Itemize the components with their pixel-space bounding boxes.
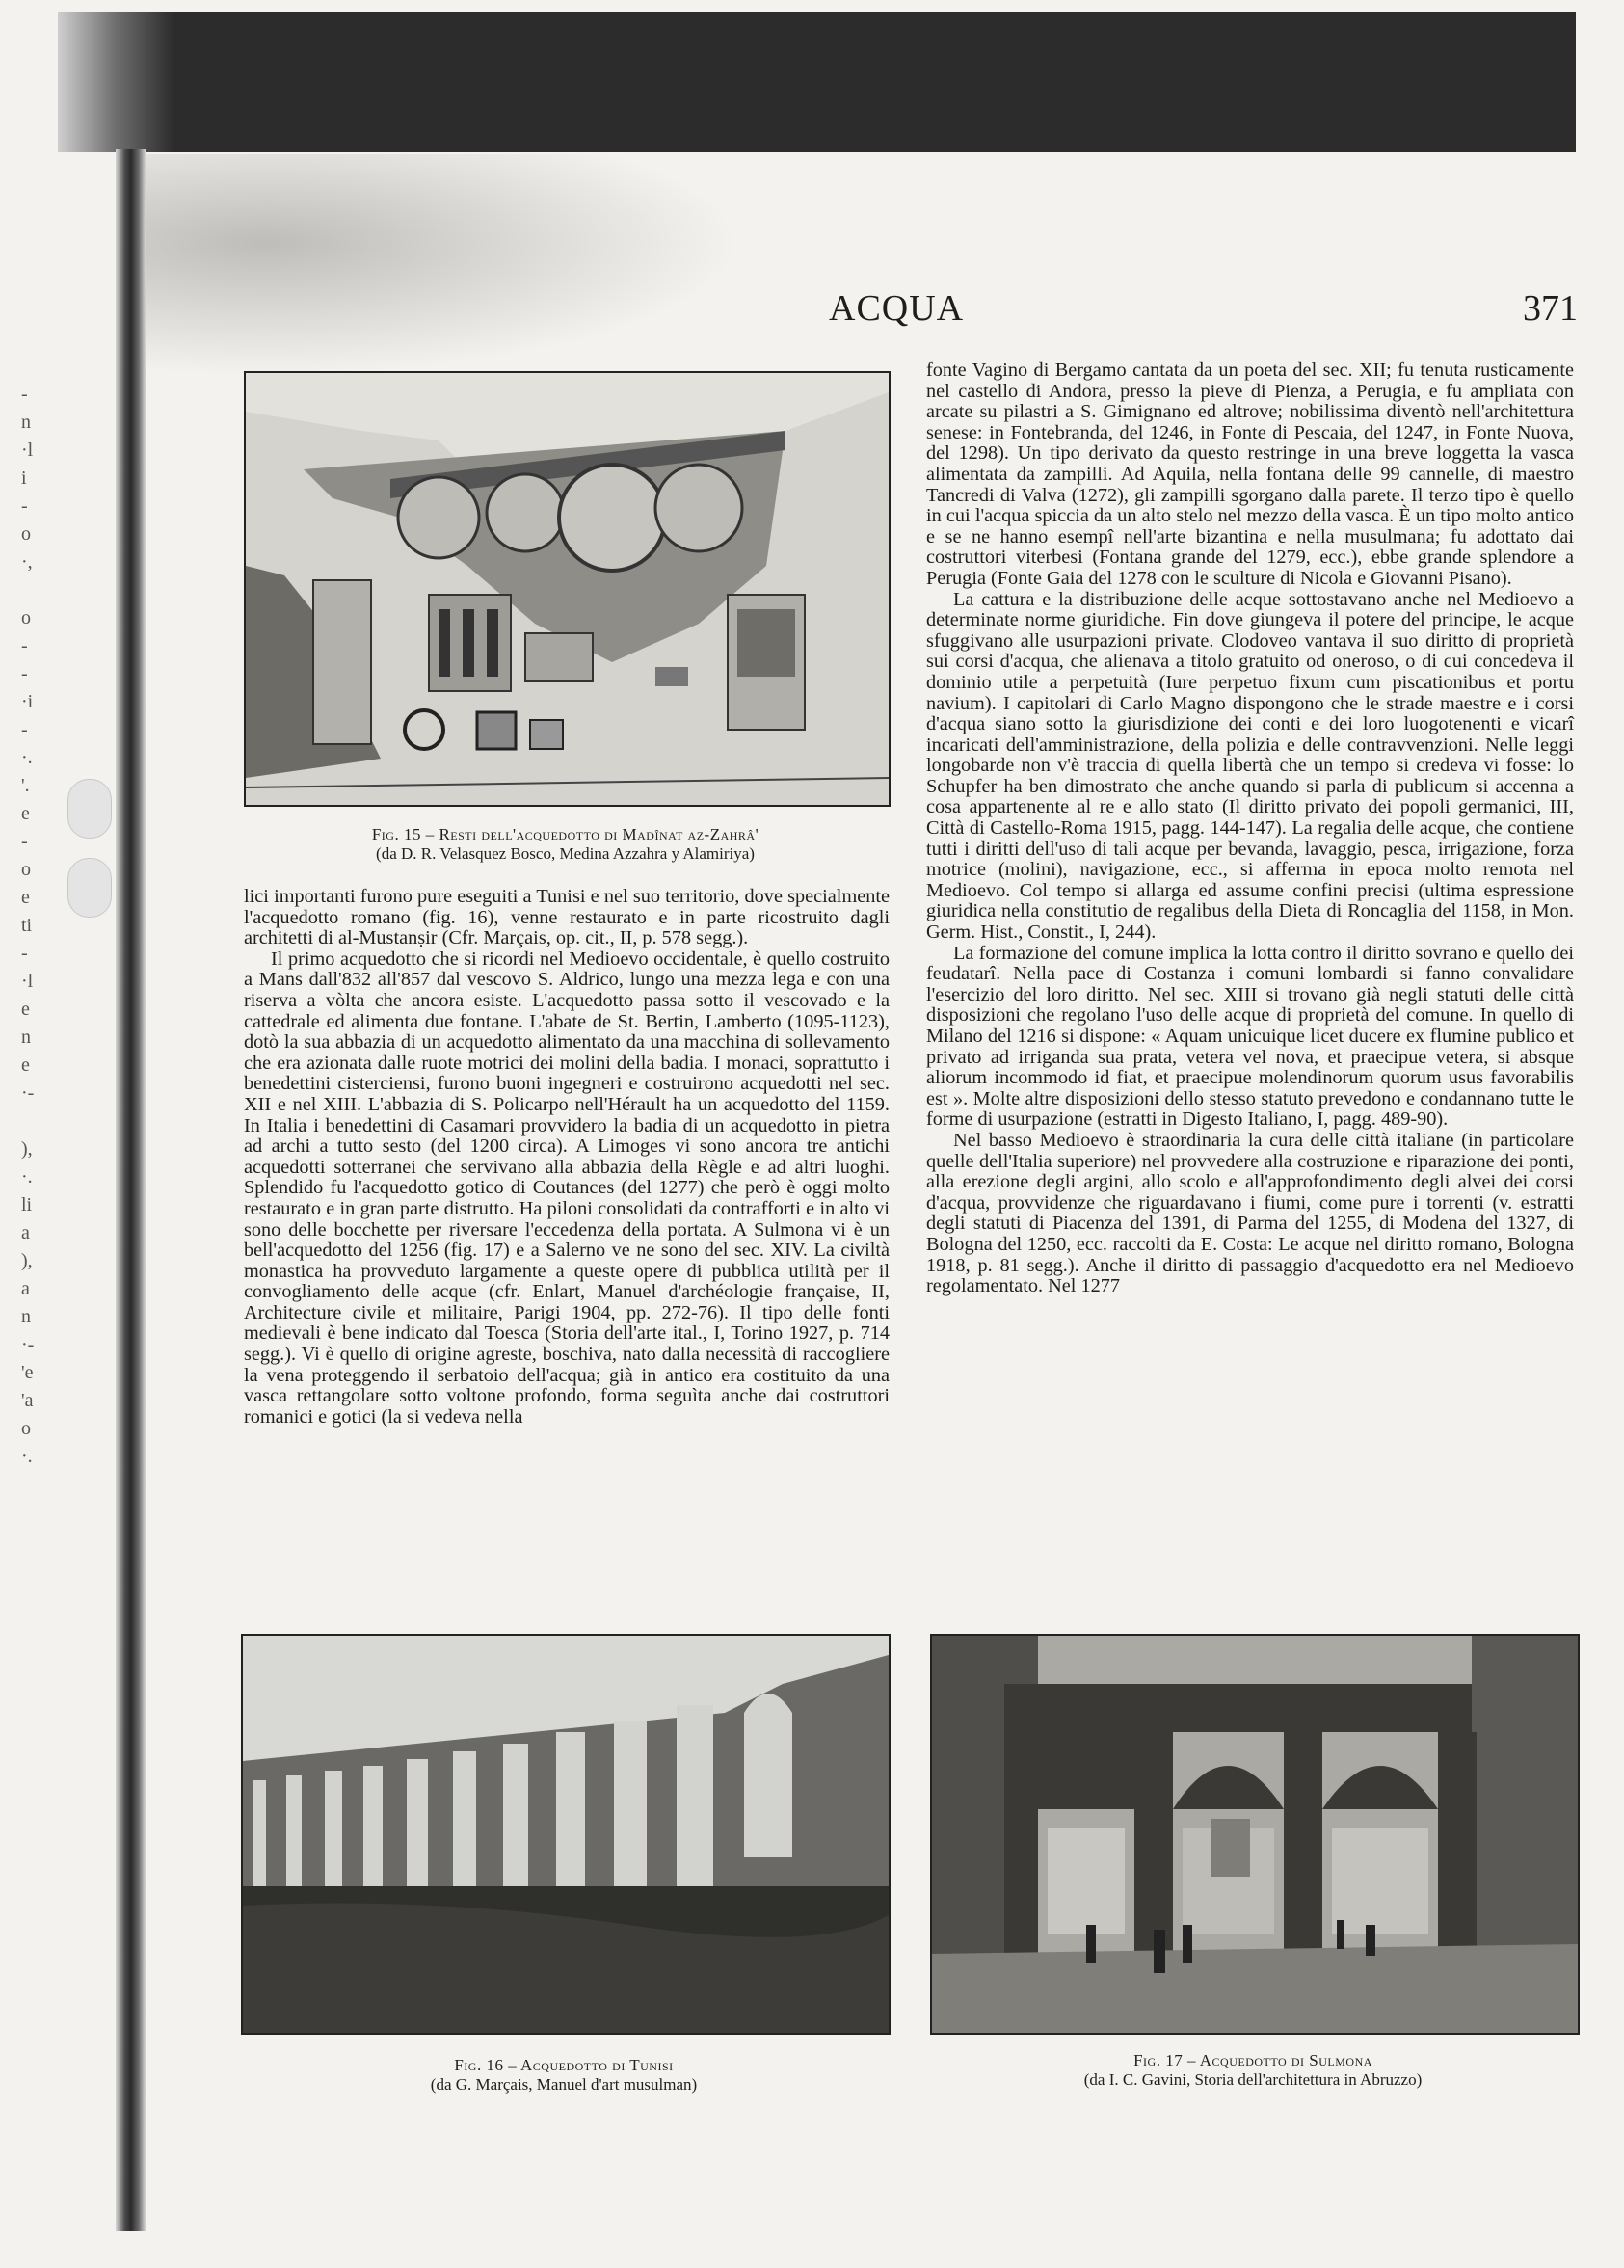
margin-fragment: e <box>21 803 30 824</box>
margin-fragment <box>21 1107 40 1135</box>
margin-fragment: n <box>21 1306 31 1327</box>
scan-dark-band <box>58 12 1576 152</box>
margin-fragment: n <box>21 412 31 433</box>
sulmona-aqueduct-photo <box>932 1636 1578 2033</box>
previous-page-margin <box>21 381 40 1471</box>
margin-fragment: i <box>21 467 27 489</box>
margin-fragment: e <box>21 999 30 1020</box>
margin-fragment: a <box>21 1222 30 1243</box>
margin-fragment: o <box>21 607 31 628</box>
margin-fragment: e <box>21 887 30 908</box>
scan-band-fade <box>58 12 173 152</box>
margin-fragment: ·i <box>21 691 34 712</box>
page-number: 371 <box>1523 288 1578 329</box>
paragraph: La cattura e la distribuzione delle acque sottostavano anche nel Medioevo a determinate norme giuridiche. Fin dove giungeva il potere del principe, le acque sfuggivano alle usurpazioni private. Clodoveo vantava il suo diritto di proprietà sui corsi d'acqua, che alienava a titolo gratuito od oneroso, o di cui concedeva il dominio utile a perpetuità (Iure perpetuo fixum cum piscationibus et portu navium). I capitolari di Carlo Magno dispongono che le strade maestre e i corsi d'acqua siano sotto la giurisdizione dei conti e dei loro luogotenenti e vicarî incaricati dell'amministrazione, della polizia e delle contravvenzioni. Nelle leggi longobarde non v'è traccia di quella libertà che un tempo si credeva vi fosse: lo Schupfer ha ben dimostrato che anche quando si parla di publicum si accenna a cosa appartenente al re e allo stato (Il diritto privato dei popoli germanici, III, Città di Castello-Roma 1915, pagg. 144-147). La regalia delle acque, che contiene tutti i diritti dell'uso di tali acque per bevanda, lavaggio, pesca, irrigazione, forza motrice (molini), navigazione, ecc., si afferma in epoca molto remota nel Medioevo. Col tempo si allarga ed assume confini precisi (ultima espressione giuridica nella constitutio de regalibus della Dieta di Roncaglia del 1158, in Mon. Germ. Hist., Constit., I, 244). <box>926 588 1574 944</box>
paragraph: fonte Vagino di Bergamo cantata da un poeta del sec. XII; fu tenuta rusticamente nel castello di Andora, presso la pieve di Pienza, a Perugia, e fu ampliata con arcate su pilastri a S. Gimignano ed altrove; nobilissima diventò nell'architettura senese: in Fontebranda, del 1246, in Fonte di Pescaia, del 1247, in Fonte Nuova, del 1298). Un tipo derivato da questo restringe in una breve loggetta la vasca alimentata da zampilli. Ad Aquila, nella fontana delle 99 cannelle, di maestro Tancredi di Valva (1272), gli zampilli sgorgano dalla parete. Il terzo tipo è quello in cui l'acqua spiccia da un alto stelo nel mezzo della vasca. È un tipo molto antico e se ne hanno esempî nell'arte bizantina e nella musulmana; fu adottato dai costruttori viterbesi (Fontana grande del 1279, ecc.), ebbe grande splendore a Perugia (Fonte Gaia del 1278 con le sculture di Nicola e Giovanni Pisano). <box>926 360 1574 589</box>
margin-fragment: ·l <box>21 971 34 992</box>
figure-16-caption-source: (da G. Marçais, Manuel d'art musulman) <box>430 2075 698 2094</box>
margin-fragment: ·. <box>21 1166 33 1187</box>
figure-15-image <box>244 371 891 807</box>
margin-fragment: ·- <box>21 1334 35 1355</box>
aqueduct-ruins-drawing <box>246 373 889 805</box>
margin-fragment: - <box>21 943 28 964</box>
punch-hole-bottom <box>67 858 112 918</box>
figure-16-caption <box>241 2056 887 2095</box>
margin-fragment: ·l <box>21 440 34 461</box>
figure-15-caption-title: Fig. 15 – Resti dell'acquedotto di Madînat az-Zahrâ' <box>371 825 759 843</box>
margin-fragment: ·, <box>21 551 33 573</box>
margin-fragment: ·. <box>21 1446 33 1467</box>
figure-15-caption-source: (da D. R. Velasquez Bosco, Medina Azzahra y Alamiriya) <box>376 844 755 863</box>
figure-17-caption-source: (da I. C. Gavini, Storia dell'architettura in Abruzzo) <box>1083 2070 1423 2089</box>
paragraph: Il primo acquedotto che si ricordi nel Medioevo occidentale, è quello costruito a Mans dall'832 all'857 dal vescovo S. Aldrico, lungo una mezza lega e con una riserva a vòlta che ancora esiste. L'acquedotto passa sotto il vescovado e la cattedrale ed alimenta due fontane. L'abate de St. Bertin, Lamberto (1095-1123), dotò la sua abbazia di un acquedotto alimentato da una macchina di sollevamento che era azionata dalle ruote motrici dei molini della badia. I monaci, soprattutto i benedettini cisterciensi, furono buoni ingegneri e costruirono acquedotti nel sec. XII e nel XIII. L'abbazia di S. Policarpo nell'Hérault ha un acquedotto del 1159. In Italia i benedettini di Casamari provvidero la badia di un acquedotto in pietra ad archi a tutto sesto (del 1200 circa). A Limoges vi sono ancora tre antichi acquedotti sotterranei che servivano alla abbazia della Règle e ad altri luoghi. Splendido fu l'acquedotto gotico di Coutances (del 1277) che però è oggi molto restaurato e in gran parte distrutto. Ha piloni consolidati da contrafforti e in alto vi sono delle bocchette per riversare l'eccedenza della portata. A Sulmona vi è un bell'acquedotto del 1256 (fig. 17) e a Salerno ve ne sono del sec. XIV. La civiltà monastica ha provveduto largamente a queste opere di pubblica utilità per il convogliamento delle acque (cfr. Enlart, Manuel d'archéologie française, II, Architecture civile et militaire, Parigi 1904, pp. 272-76). Il tipo delle fonti medievali è bene indicato dal Toesca (Storia dell'arte ital., I, Torino 1927, p. 714 segg.). Vi è quello di origine agreste, boschiva, nato dalla necessità di raccogliere la vena proteggendo il serbatoio dell'acqua; già in antico era costituito da una vasca rettangolare sotto voltone profondo, forma seguìta anche dai costruttori romanici e gotici (la si vedeva nella <box>244 947 890 1428</box>
right-text-column <box>926 360 1574 1297</box>
figure-17-image <box>930 1634 1580 2035</box>
margin-fragment: o <box>21 859 31 880</box>
margin-fragment: - <box>21 831 28 852</box>
margin-fragment: ·- <box>21 1082 35 1104</box>
margin-fragment: ti <box>21 915 33 936</box>
margin-fragment: - <box>21 495 28 517</box>
punch-hole-top <box>67 779 112 839</box>
figure-16-image <box>241 1634 891 2035</box>
margin-fragment: ·. <box>21 747 33 768</box>
margin-fragment: 'a <box>21 1390 34 1411</box>
figure-17-caption-title: Fig. 17 – Acquedotto di Sulmona <box>1133 2051 1372 2069</box>
margin-fragment: li <box>21 1194 33 1215</box>
margin-fragment: ), <box>21 1250 33 1271</box>
margin-fragment: o <box>21 1418 31 1439</box>
margin-fragment: '. <box>21 775 30 796</box>
margin-fragment: n <box>21 1027 31 1048</box>
page-header-title: ACQUA <box>829 288 965 329</box>
figure-16-caption-title: Fig. 16 – Acquedotto di Tunisi <box>454 2056 674 2074</box>
margin-fragment: - <box>21 663 28 684</box>
margin-fragment: - <box>21 384 28 405</box>
margin-fragment: ), <box>21 1138 33 1160</box>
left-text-column <box>244 887 890 1428</box>
scan-smudge <box>145 154 742 376</box>
paragraph: lici importanti furono pure eseguiti a Tunisi e nel suo territorio, dove specialmente l'acquedotto romano (fig. 16), venne restaurato e in parte ricostruito dagli architetti di al-Mustanṣir (Cfr. Marçais, op. cit., II, p. 578 segg.). <box>244 886 890 949</box>
margin-fragment: 'e <box>21 1362 34 1383</box>
margin-fragment: o <box>21 523 31 545</box>
figure-15-caption <box>244 825 887 864</box>
margin-fragment: - <box>21 635 28 656</box>
figure-17-caption <box>930 2051 1576 2090</box>
book-spine-shadow <box>116 149 146 2231</box>
margin-fragment: - <box>21 719 28 740</box>
tunis-aqueduct-photo <box>243 1636 889 2033</box>
paragraph: Nel basso Medioevo è straordinaria la cura delle città italiane (in particolare quelle dell'Italia superiore) nel provvedere alla costruzione e riparazione dei ponti, alla erezione degli argini, allo scolo e all'approfondimento degli alvei dei corsi d'acqua, provvidenze che riguardavano i fiumi, come pure i torrenti (v. estratti degli statuti di Piacenza del 1391, di Parma del 1255, di Modena del 1327, di Bologna del 1250, ecc. raccolti da E. Costa: Le acque nel diritto romano, Bologna 1918, p. 81 segg.). Anche il diritto di passaggio d'acquedotto era nel Medioevo regolamentato. Nel 1277 <box>926 1129 1574 1297</box>
paragraph: La formazione del comune implica la lotta contro il diritto sovrano e quello dei feudatarî. Nella pace di Costanza i comuni lombardi si fanno convalidare l'esercizio del loro diritto. Nel sec. XIII si trovano già negli statuti delle città disposizioni che regolano l'uso delle acque di proprietà del comune. In quello di Milano del 1216 si dispone: « Aquam unicuique licet ducere ex flumine publico et privato ad irriganda sua prata, vetera vel nova, et praecipue vetera, si absque aliorum incommodo id fiat, et praecipue molendinorum quorum usus favorabilis est ». Molte altre disposizioni dello stesso statuto prevedono e condannano tutte le forme di usurpazione (estratti in Digesto Italiano, I, pagg. 489-90). <box>926 942 1574 1131</box>
margin-fragment: a <box>21 1278 30 1299</box>
margin-fragment: e <box>21 1054 30 1076</box>
margin-fragment <box>21 576 40 604</box>
